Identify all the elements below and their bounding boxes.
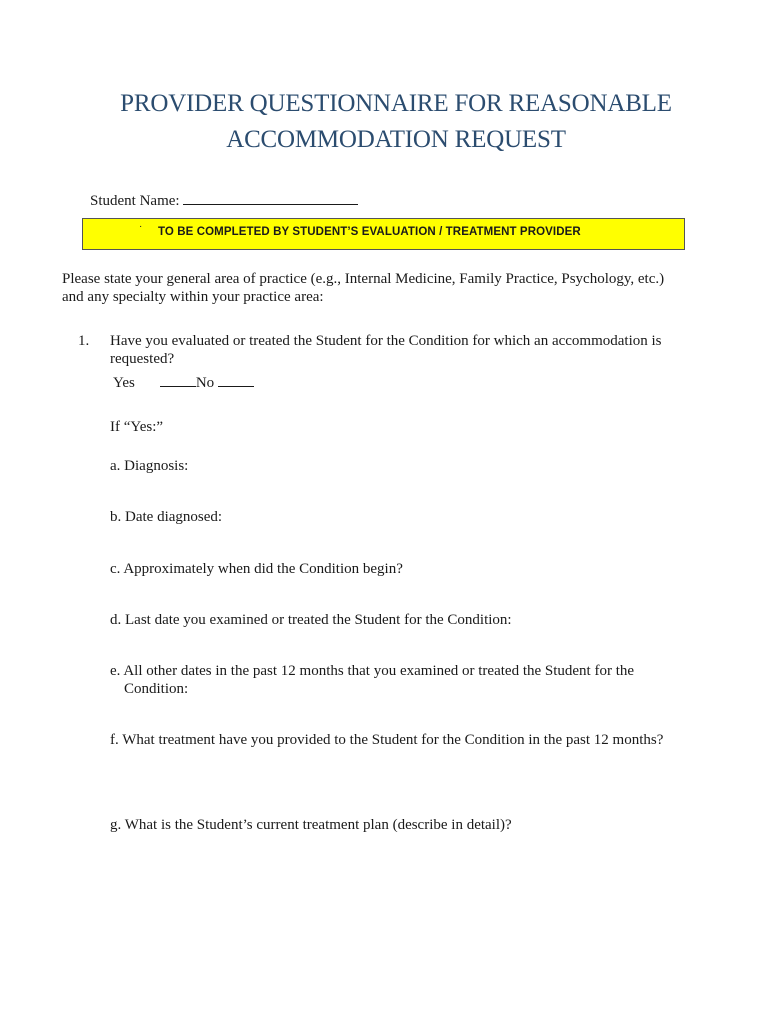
instruction-banner bbox=[82, 218, 685, 250]
yes-blank[interactable] bbox=[160, 374, 196, 387]
item-a-diagnosis: a. Diagnosis: bbox=[110, 458, 189, 474]
item-e-line-1: e. All other dates in the past 12 months that you examined or treated the Student for the bbox=[110, 663, 635, 679]
question-1-text: Have you evaluated or treated the Student for the Condition for which an accommodation is requested? bbox=[110, 333, 662, 367]
title-line-1: PROVIDER QUESTIONNAIRE FOR REASONABLE bbox=[120, 90, 672, 117]
if-yes-label: If “Yes:” bbox=[110, 419, 164, 435]
yes-no-answer bbox=[113, 374, 254, 392]
title-line-2: ACCOMMODATION REQUEST bbox=[226, 126, 566, 153]
item-f-treatment-provided: f. What treatment have you provided to the Student for the Condition in the past 12 months? bbox=[110, 732, 664, 748]
item-b-date-diagnosed: b. Date diagnosed: bbox=[110, 509, 223, 525]
banner-text: TO BE COMPLETED BY STUDENT’S EVALUATION / TREATMENT PROVIDER bbox=[158, 226, 581, 238]
item-e-line-2: Condition: bbox=[124, 681, 189, 697]
yes-label: Yes bbox=[113, 375, 135, 391]
page-title bbox=[0, 86, 770, 158]
no-blank[interactable] bbox=[218, 374, 254, 387]
item-g-treatment-plan: g. What is the Student’s current treatment plan (describe in detail)? bbox=[110, 817, 512, 833]
item-d-last-date: d. Last date you examined or treated the Student for the Condition: bbox=[110, 612, 512, 628]
practice-area-prompt: Please state your general area of practice (e.g., Internal Medicine, Family Practice, Psychology, etc.) and any specialty within your practice area: bbox=[62, 271, 665, 305]
banner-bullet: · bbox=[139, 221, 143, 232]
item-e-other-dates bbox=[110, 662, 670, 698]
question-1-number: 1. bbox=[78, 333, 90, 349]
item-c-condition-begin: c. Approximately when did the Condition begin? bbox=[110, 561, 403, 577]
student-name-field bbox=[90, 192, 358, 210]
student-name-blank[interactable] bbox=[183, 192, 358, 205]
student-name-label: Student Name: bbox=[90, 193, 180, 209]
no-label: No bbox=[195, 375, 215, 391]
